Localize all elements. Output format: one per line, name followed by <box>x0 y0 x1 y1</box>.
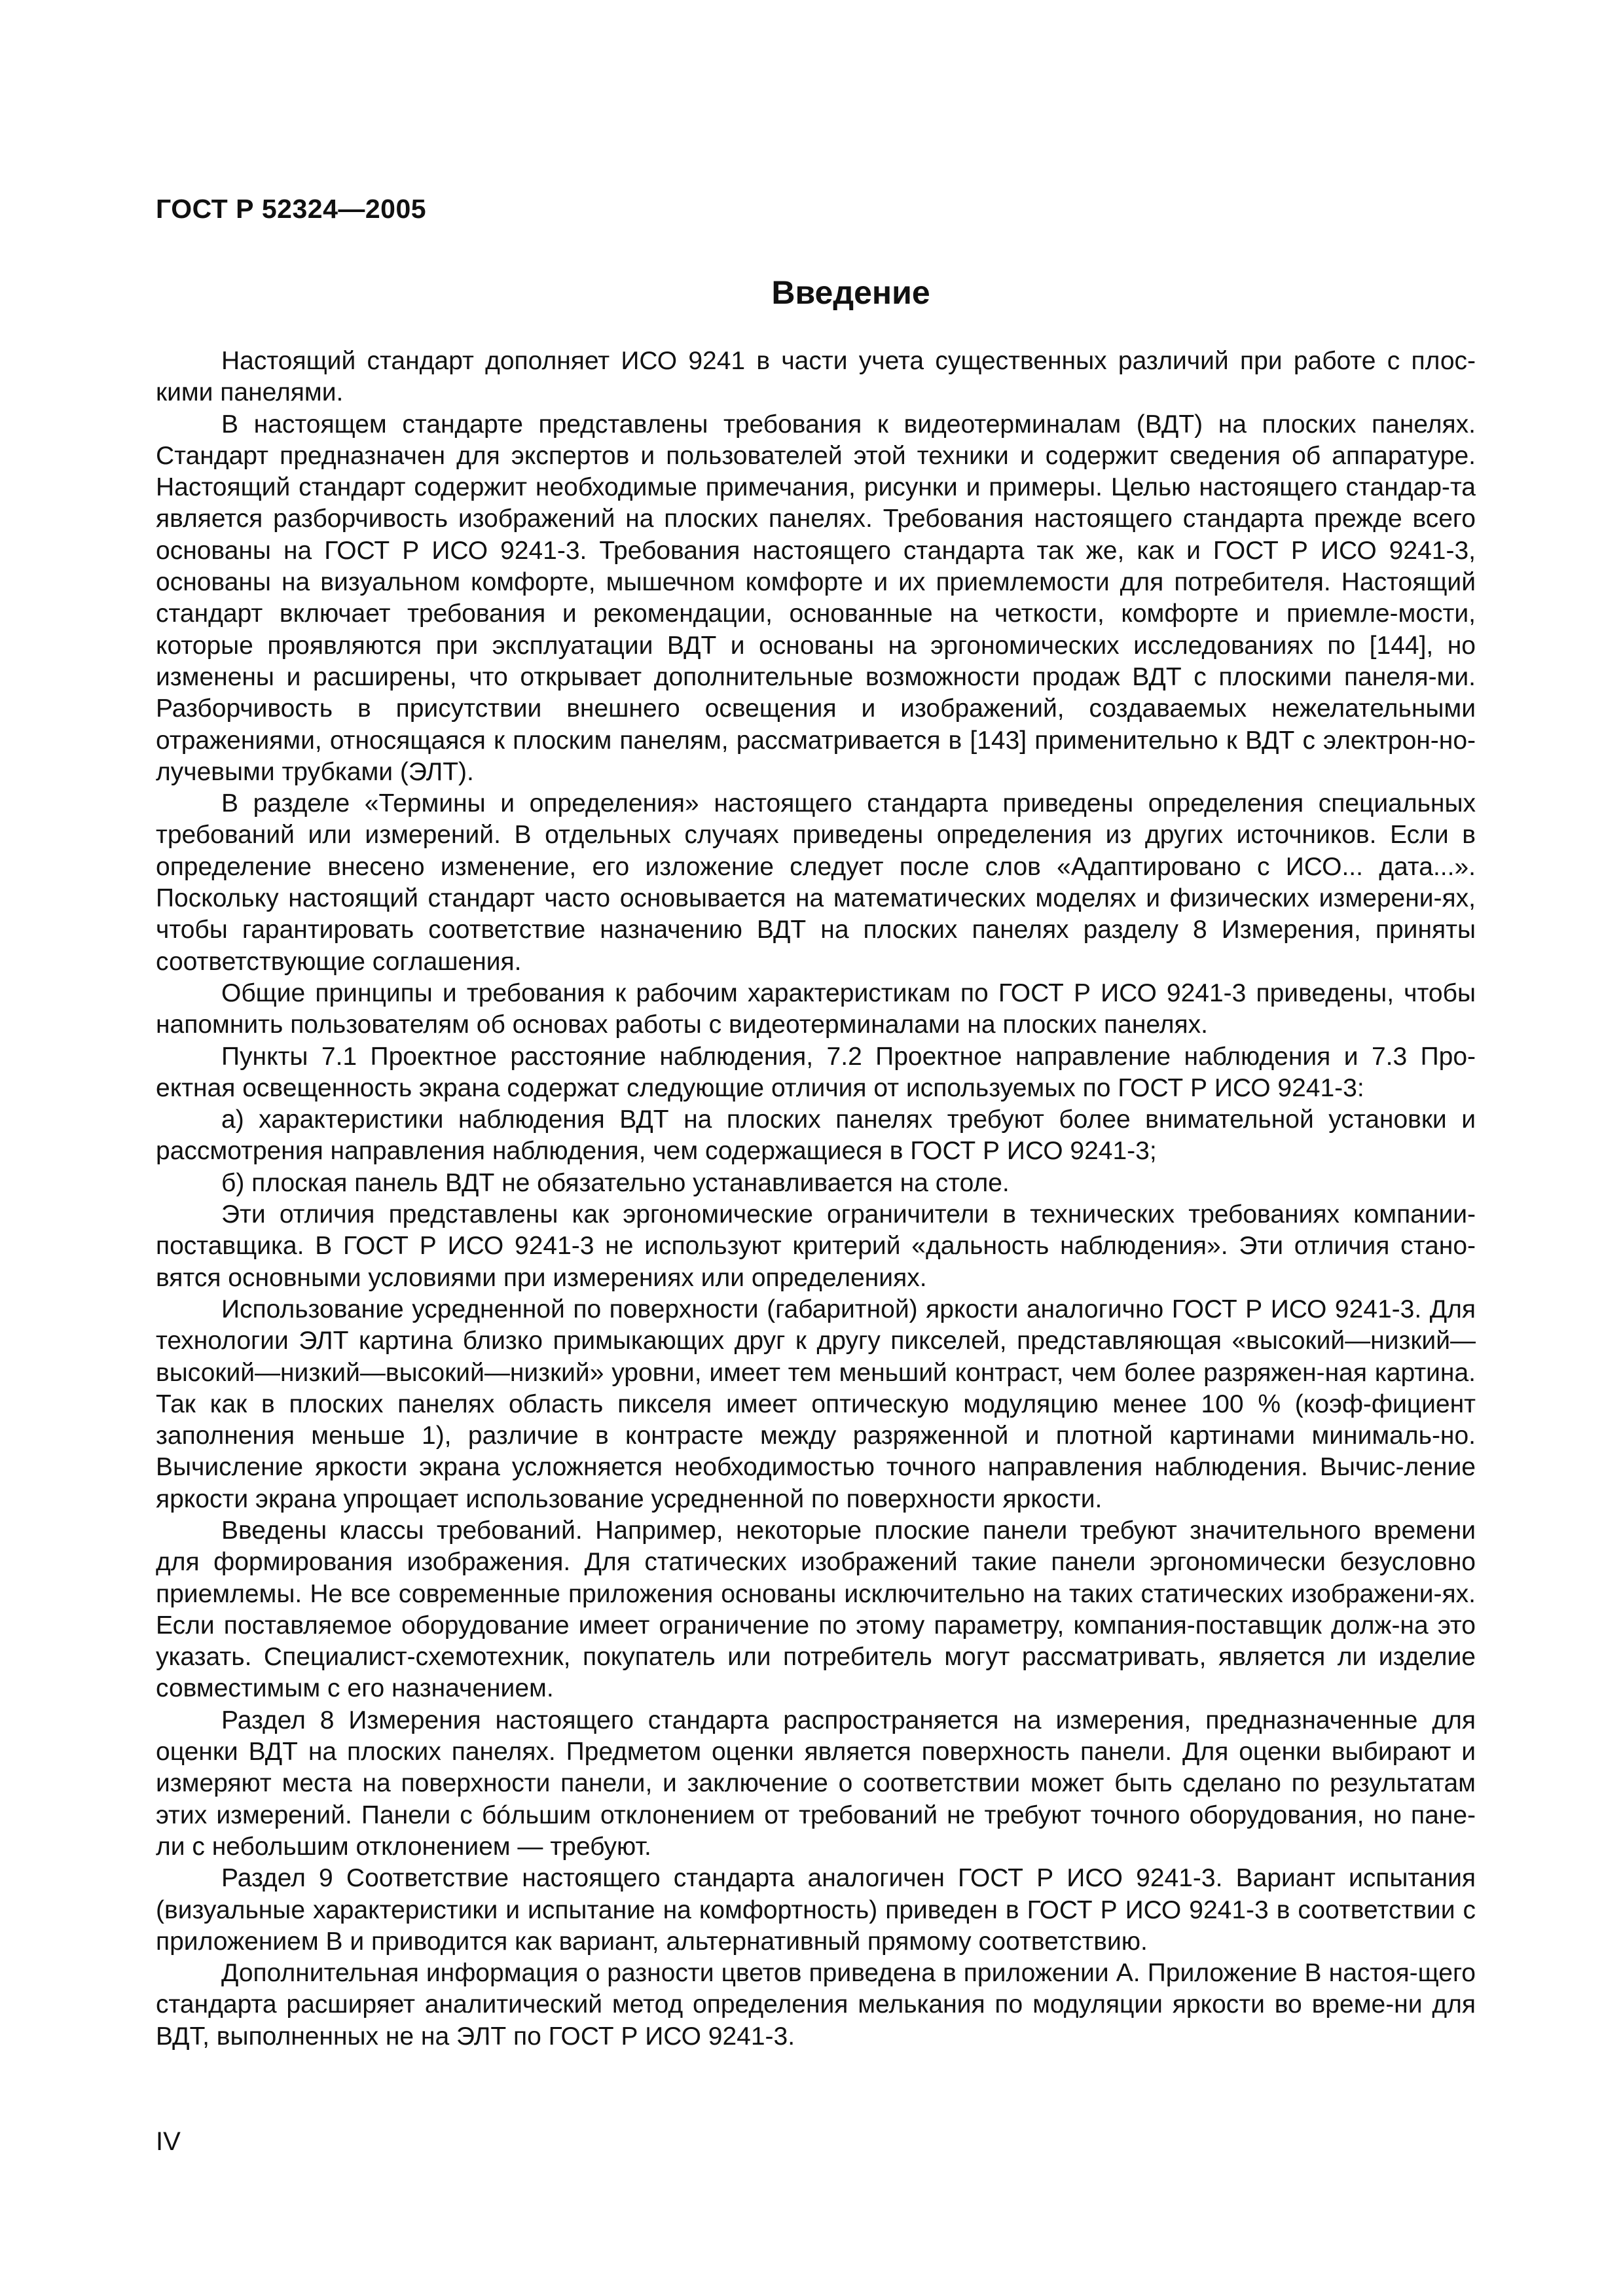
paragraph-11: Раздел 8 Измерения настоящего стандарта распространяется на измерения, предназначенные для оценки ВДТ на плоских панелях. Предметом оценки является поверхность панели. Для оценки выбирают и измеряют места на поверхности панели, и заключение о соответствии может быть сделано по результатам этих измерений. Панели с бóльшим отклонением от требований не требуют точного оборудования, но пане-ли с небольшим отклонением — требуют. <box>156 1706 1476 1861</box>
paragraph-4: Общие принципы и требования к рабочим характеристикам по ГОСТ Р ИСО 9241-3 приведены, чтобы напомнить пользователям об основах работы с видеотерминалами на плоских панелях. <box>156 978 1476 1039</box>
paragraph-5: Пункты 7.1 Проектное расстояние наблюдения, 7.2 Проектное направление наблюдения и 7.3 Про-ектная освещенность экрана содержат следующие отличия от используемых по ГОСТ Р ИСО 9241-3: <box>156 1042 1476 1102</box>
paragraph-3: В разделе «Термины и определения» настоящего стандарта приведены определения специальных требований или измерений. В отдельных случаях приведены определения из других источников. Если в определение внесено изменение, его изложение следует после слов «Адаптировано с ИСО... дата...». Поскольку настоящий стандарт часто основывается на математических моделях и физических измерени-ях, чтобы гарантировать соответствие назначению ВДТ на плоских панелях разделу 8 Измерения, приняты соответствующие соглашения. <box>156 789 1476 976</box>
section-title: Введение <box>771 274 930 311</box>
paragraph-13: Дополнительная информация о разности цветов приведена в приложении А. Приложение В настоя-щего стандарта расширяет аналитический метод определения мелькания по модуляции яркости во време-ни для ВДТ, выполненных не на ЭЛТ по ГОСТ Р ИСО 9241-3. <box>156 1959 1476 2051</box>
paragraph-8: Эти отличия представлены как эргономические ограничители в технических требованиях компании-поставщика. В ГОСТ Р ИСО 9241-3 не используют критерий «дальность наблюдения». Эти отличия стано-вятся основными условиями при измерениях или определениях. <box>156 1200 1476 1292</box>
paragraph-2: В настоящем стандарте представлены требования к видеотерминалам (ВДТ) на плоских панелях. Стандарт предназначен для экспертов и пользователей этой техники и содержит сведения об аппаратуре. Настоящий стандарт содержит необходимые примечания, рисунки и примеры. Целью настоящего стандар-та является разборчивость изображений на плоских панелях. Требования настоящего стандарта прежде всего основаны на ГОСТ Р ИСО 9241-3. Требования настоящего стандарта так же, как и ГОСТ Р ИСО 9241-3, основаны на визуальном комфорте, мышечном комфорте и их приемлемости для потребителя. Настоящий стандарт включает требования и рекомендации, основанные на четкости, комфорте и приемле-мости, которые проявляются при эксплуатации ВДТ и основаны на эргономических исследованиях по [144], но изменены и расширены, что открывает дополнительные возможности продаж ВДТ с плоскими панеля-ми. Разборчивость в присутствии внешнего освещения и изображений, создаваемых нежелательными отражениями, относящаяся к плоским панелям, рассматривается в [143] применительно к ВДТ с электрон-но-лучевыми трубками (ЭЛТ). <box>156 410 1476 786</box>
list-item-b: б) плоская панель ВДТ не обязательно устанавливается на столе. <box>221 1168 1010 1197</box>
paragraph-9: Использование усредненной по поверхности (габаритной) яркости аналогично ГОСТ Р ИСО 9241-3. Для технологии ЭЛТ картина близко примыкающих друг к другу пикселей, представляющая «высокий—низкий—высокий—низкий—высокий—низкий» уровни, имеет тем меньший контраст, чем более разряжен-ная картина. Так как в плоских панелях область пикселя имеет оптическую модуляцию менее 100 % (коэф-фициент заполнения меньше 1), различие в контрасте между разряженной и плотной картинами минималь-но. Вычисление яркости экрана усложняется необходимостью точного направления наблюдения. Вычис-ление яркости экрана упрощает использование усредненной по поверхности яркости. <box>156 1295 1476 1513</box>
body-text <box>156 346 1476 2053</box>
document-designation: ГОСТ Р 52324—2005 <box>156 194 427 224</box>
page-number: IV <box>156 2127 181 2156</box>
paragraph-10: Введены классы требований. Например, некоторые плоские панели требуют значительного времени для формирования изображения. Для статических изображений такие панели эргономически безусловно приемлемы. Не все современные приложения основаны исключительно на таких статических изображени-ях. Если поставляемое оборудование имеет ограничение по этому параметру, компания-поставщик долж-на это указать. Специалист-схемотехник, покупатель или потребитель могут рассматривать, является ли изделие совместимым с его назначением. <box>156 1516 1476 1703</box>
list-item-a: а) характеристики наблюдения ВДТ на плоских панелях требуют более внимательной установки и рассмотрения направления наблюдения, чем содержащиеся в ГОСТ Р ИСО 9241-3; <box>156 1105 1476 1166</box>
paragraph-1: Настоящий стандарт дополняет ИСО 9241 в части учета существенных различий при работе с плос-кими панелями. <box>156 347 1476 407</box>
paragraph-12: Раздел 9 Соответствие настоящего стандарта аналогичен ГОСТ Р ИСО 9241-3. Вариант испытания (визуальные характеристики и испытание на комфортность) приведен в ГОСТ Р ИСО 9241-3 в соответствии с приложением В и приводится как вариант, альтернативный прямому соответствию. <box>156 1864 1476 1956</box>
